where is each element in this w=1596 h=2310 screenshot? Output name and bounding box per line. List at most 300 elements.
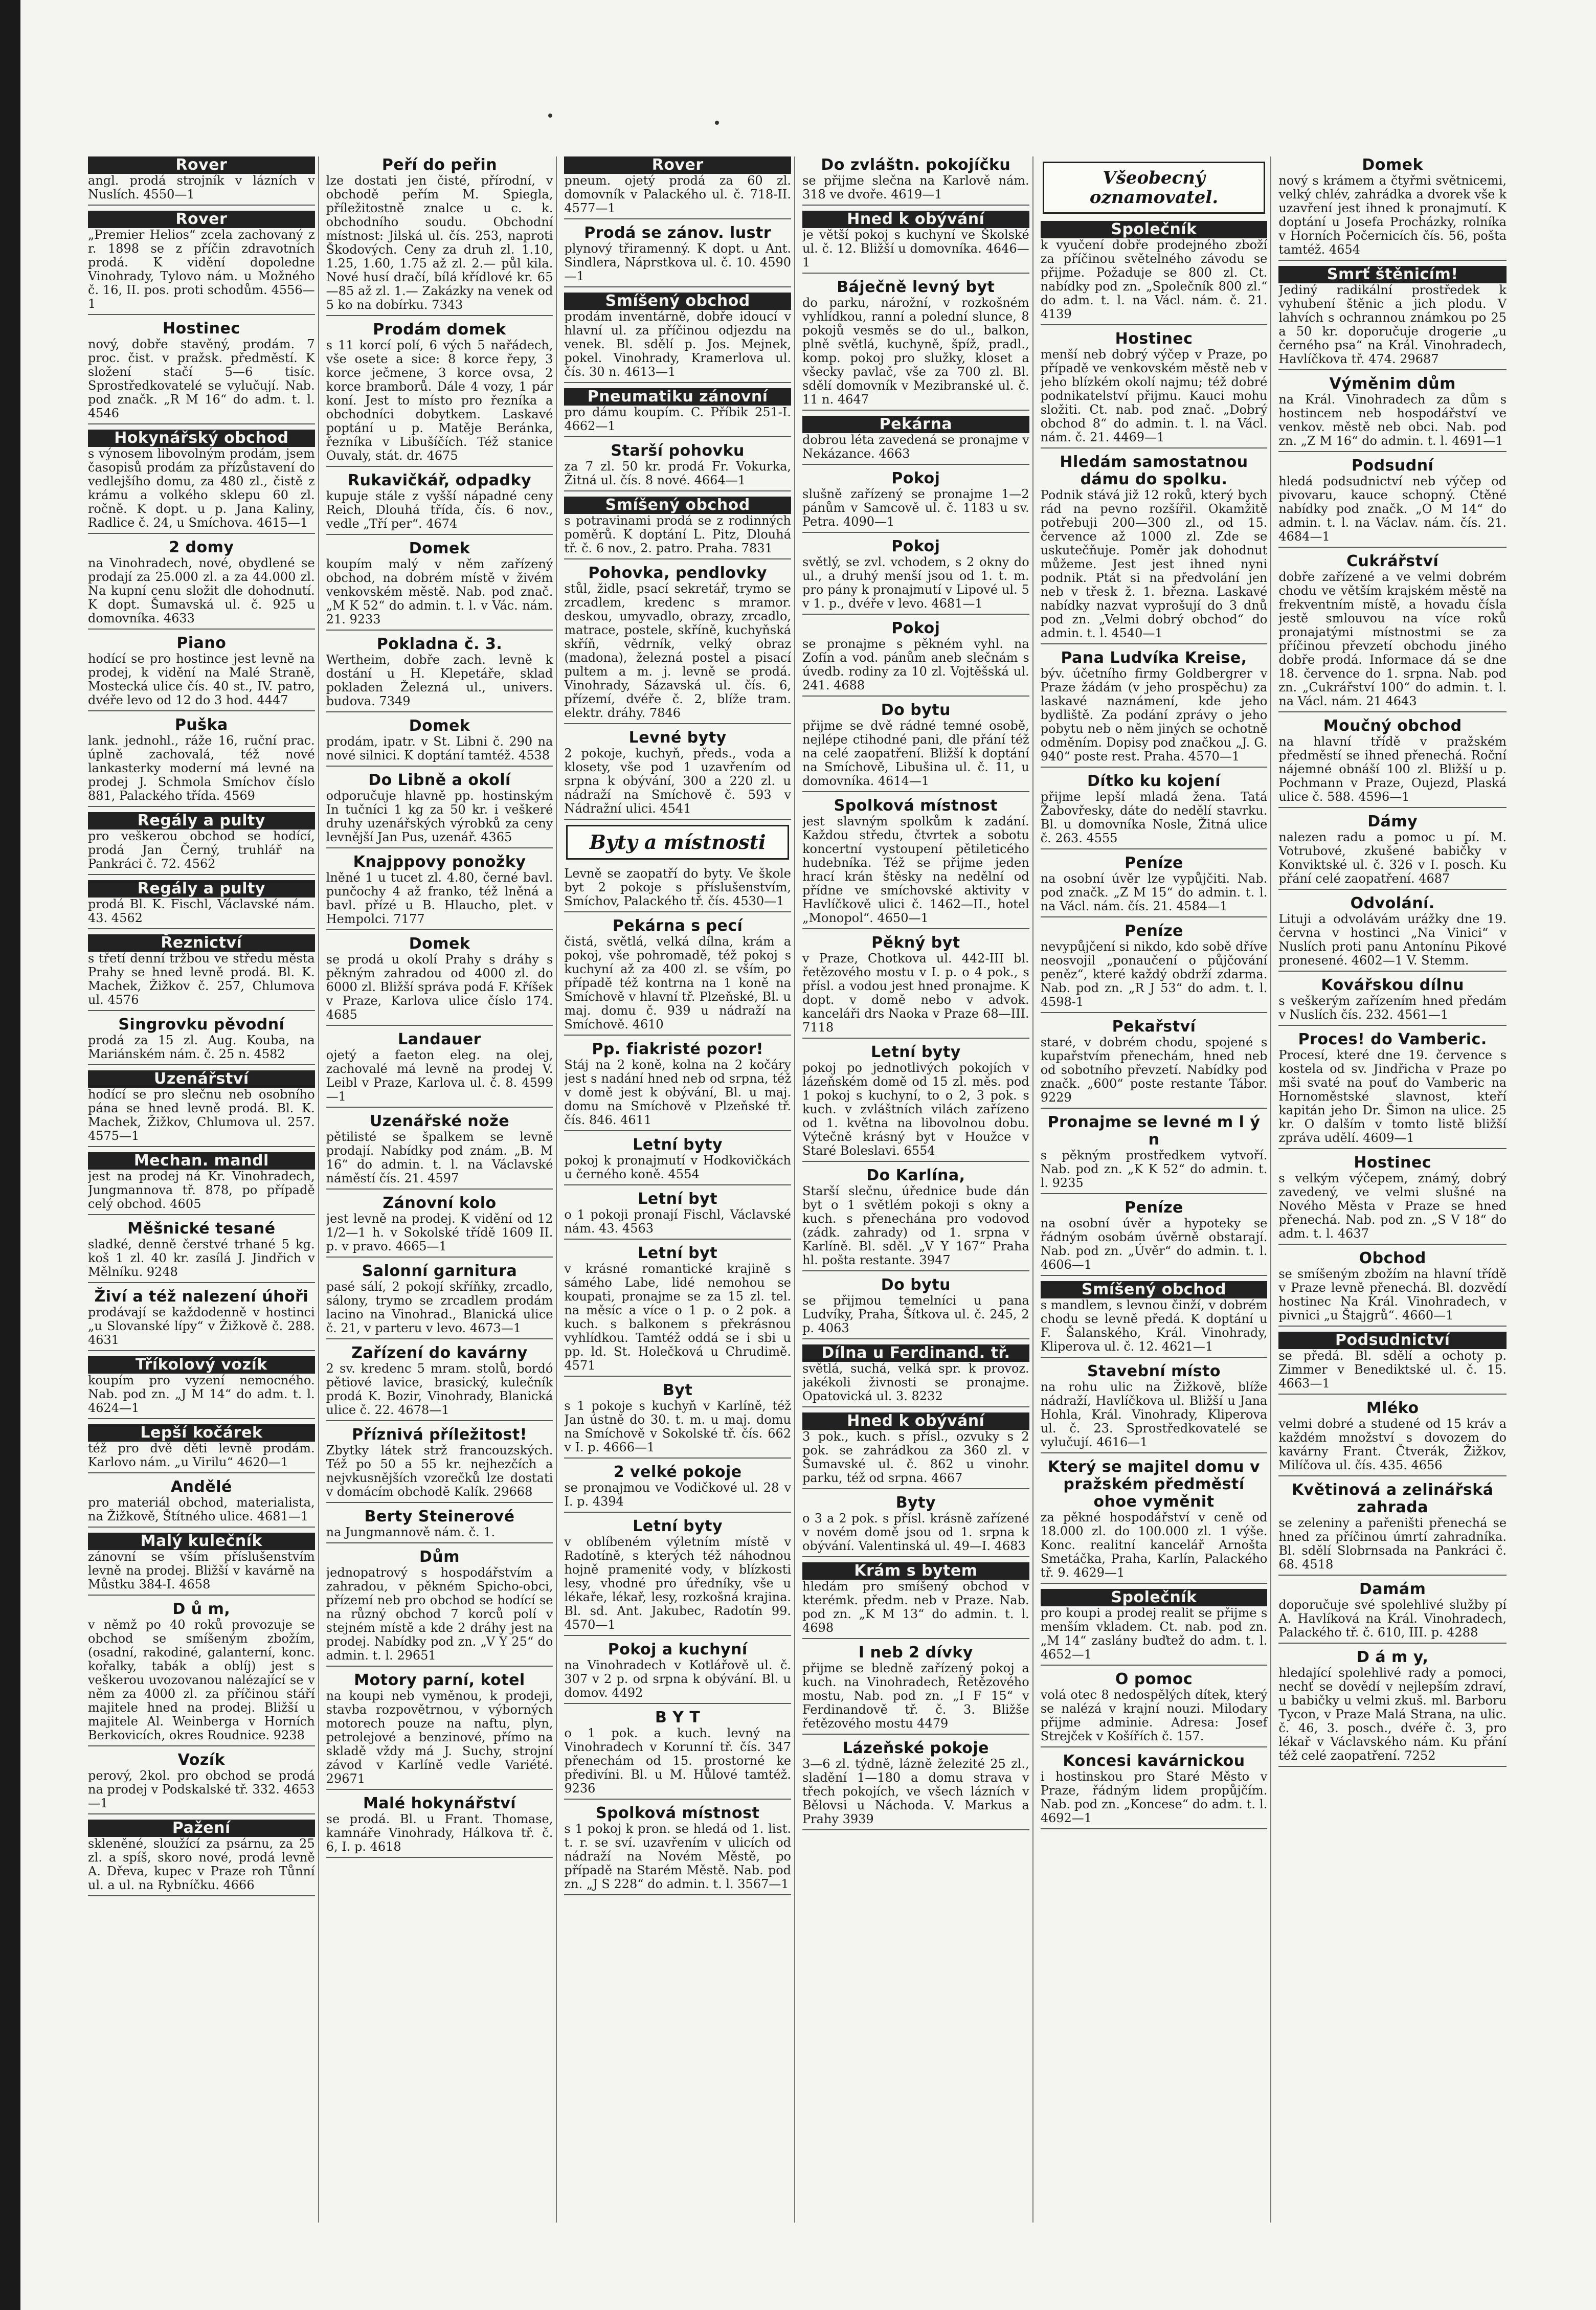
print-speck <box>715 121 719 125</box>
classified-ad <box>1278 1031 1507 1149</box>
ad-divider <box>1041 767 1268 768</box>
classified-ad <box>88 1016 315 1065</box>
classified-ad <box>564 1641 791 1704</box>
ad-title: Do Karlína, <box>866 1167 965 1184</box>
ad-body: Podnik stává již 12 roků, který bych rád na pevno rozšířil. Okamžitě potřebuji 200—300 zl., od 15. července až 1000 zl. Zde se uskutečňuje. Poměr jak dohodnut můžeme. Jest jest ihned nyni podnik. Ptát si na předvolání jen neb v třesk ž. 1. března. Laskavé nabídky nazvat vyprošují do 3 dnů pod zn. „Velmi dobrý obchod“ do admin. t. l. 4540—1 <box>1040 488 1268 640</box>
ad-title: Obchod <box>1359 1249 1426 1267</box>
ad-title: Hned k obývání <box>802 1412 1029 1430</box>
ad-divider <box>802 205 1029 206</box>
ad-divider <box>564 1376 791 1377</box>
ad-body: v němž po 40 roků provozuje se obchod se smíšeným zbožím, (osadní, rakodiné, galanterní, konc. kořalky, tabák a oblíj) jest s veškerou uvozovanou nalézající se v něm za 4000 zl. za příčinou stáří majitele hned na prodej. Bližší u majitele Al. Weinberga v Horních Berkovicích, okres Roudnice. 9238 <box>88 1618 315 1742</box>
ad-title: Pneumatiku zánovní <box>564 388 791 406</box>
ad-body: prodá Bl. K. Fischl, Václavské nám. 43. 4562 <box>88 897 315 925</box>
classified-ad <box>326 1672 553 1790</box>
classified-ad <box>88 1152 315 1215</box>
classified-ad <box>564 388 791 437</box>
classified-ad <box>564 917 791 1036</box>
ad-divider <box>1278 260 1507 261</box>
classified-ad <box>1278 1400 1507 1476</box>
ad-title: Stavební místo <box>1087 1362 1221 1380</box>
classified-ad <box>88 934 315 1011</box>
ad-body: se pronajmou ve Vodičkové ul. 28 v I. p. 4394 <box>564 1481 792 1509</box>
ad-body: s třetí denní tržbou ve středu města Prahy se hned levně prodá. Bl. K. Machek, Žižkov č. 257, Chlumova ul. 4576 <box>88 951 315 1007</box>
classified-ad <box>802 211 1029 274</box>
ad-divider <box>564 723 791 724</box>
ad-body: nový s krámem a čtyřmi světnicemi, velký chlév, zahrádka a dvorek vše k uzavření jest ihned k pronajmutí. K doptání u Josefa Procházky, rolníka v Horních Počernicích čís. 56, pošta tamtéž. 4654 <box>1278 173 1507 257</box>
classified-ad <box>1041 221 1268 325</box>
ad-divider <box>1278 1475 1507 1476</box>
ad-body: prodá za 15 zl. Aug. Kouba, na Mariánském nám. č. 25 n. 4582 <box>88 1033 315 1061</box>
classified-ad <box>802 156 1029 206</box>
ad-divider <box>88 1064 315 1065</box>
section-heading-vseobecny: Všeobecný oznamovatel. <box>1043 162 1266 214</box>
classified-ad <box>564 1464 791 1513</box>
ad-title: Pronajme se levné m l ý n <box>1047 1113 1261 1149</box>
ad-body: „Premier Helios“ zcela zachovaný z r. 1898 se z příčin zdravotních prodá. K vidění dopoledne Vinohrady, Tylovo nám. u Možného č. 16, II. pos. proti schodům. 4556—1 <box>88 228 315 311</box>
ad-divider <box>88 314 315 315</box>
ad-body: hodící se pro hostince jest levně na prodej, k vidění na Malé Straně, Mostecká ulice čís. 40 st., IV. patro, dvéře levo od 12 do 3 hod. 4447 <box>88 652 315 707</box>
ad-body: pokoj po jednotlivých pokojích v lázeňském domě od 15 zl. měs. pod 1 pokoj s kuchyní, to o 2, 3 pok. s kuch. v zvláštních vilách zařízeno od 1. května na libovolnou dobu. Výtečně krásný byt v Houžce v Staré Boleslavi. 6554 <box>802 1061 1029 1158</box>
classified-ad <box>88 1070 315 1147</box>
classified-ad <box>1041 1363 1268 1453</box>
ad-title: Domek <box>409 540 470 557</box>
ad-title: Spolková místnost <box>834 797 998 815</box>
ad-divider <box>88 1146 315 1147</box>
ad-divider <box>326 630 553 631</box>
classified-ad <box>802 702 1029 792</box>
ad-divider <box>1278 1575 1507 1576</box>
section-heading-byty: Byty a místnosti <box>566 825 789 860</box>
ad-title: I neb 2 dívky <box>858 1644 973 1662</box>
ad-title: Piano <box>176 634 227 652</box>
ad-title: Výměnim dům <box>1329 375 1456 393</box>
ad-divider <box>1278 971 1507 972</box>
ad-title: Byty <box>895 1494 936 1512</box>
classified-ad <box>1041 330 1268 448</box>
ad-title: Společník <box>1041 1589 1268 1606</box>
ad-body: přijme se bledně zařízený pokoj a kuch. na Vinohradech, Řetězového mostu, Nab. pod zn. „I F 15“ v Ferdinandově tř. č. 3. Bližše řetězového mostu 4479 <box>802 1661 1029 1731</box>
classified-ad <box>802 1740 1029 1830</box>
ad-title: Uzenářské nože <box>369 1112 510 1130</box>
ad-divider <box>1278 1643 1507 1644</box>
classified-ad <box>88 1220 315 1283</box>
column-2 <box>326 156 557 2223</box>
classified-ad <box>1278 266 1507 370</box>
ad-body: dobře zařízené a ve velmi dobrém chodu ve větším krajském městě na frekventním místě, a hovadu čísla jestě smlouvou na více roků pronajatými místnostmi se za příčinou převzetí obchodu jiného dobře prodá. Informace dá se dne 18. července do 1. srpna. Nab. pod zn. „Cukrářství 100“ do admin. t. l. na Václ. nám. 21 4643 <box>1278 570 1507 708</box>
ad-divider <box>326 929 553 930</box>
classified-ad <box>326 321 553 467</box>
classified-ad <box>802 279 1029 411</box>
ad-body: Stáj na 2 koně, kolna na 2 kočáry jest s nadání hned neb od srpna, též v domě jest k obývání, Bl. u maj. domu na Smíchově v Plzeňské tř. čís. 846. 4611 <box>564 1058 792 1127</box>
ad-title: Rukavičkář, odpadky <box>348 472 531 489</box>
classified-ad <box>1278 375 1507 452</box>
ad-title: Dítko ku kojení <box>1087 772 1221 790</box>
ad-body: s velkým výčepem, známý, dobrý zavedený, ve velmi slušné na Nového Města v Praze se hned přenechá. Nab. pod zn. „S V 18“ do adm. t. l. 4637 <box>1278 1171 1507 1241</box>
classified-ad <box>564 442 791 491</box>
ad-body: za 7 zl. 50 kr. prodá Fr. Vokurka, Žitná ul. čís. 8 nové. 4664—1 <box>564 459 792 487</box>
ad-title: Příznivá příležitost! <box>352 1426 527 1444</box>
ad-divider <box>1041 916 1268 917</box>
ad-body: o 3 a 2 pok. s přísl. krásně zařízené v novém domě jsou od 1. srpna k obývání. Valentinská ul. 49—I. 4683 <box>802 1511 1029 1553</box>
classified-ad <box>802 1167 1029 1271</box>
classified-ad <box>1278 813 1507 890</box>
ad-title: Knajppovy ponožky <box>353 853 526 871</box>
ad-title: O pomoc <box>1115 1670 1193 1688</box>
ad-title: Malé hokynářství <box>363 1795 516 1812</box>
ad-title: Zařízení do kavárny <box>351 1344 528 1362</box>
classified-ad <box>564 225 791 287</box>
ad-body: pasé sálí, 2 pokojí skříňky, zrcadlo, sálony, trymo se zrcadlem prodám lacino na Vinohrad., Blanická ulice č. 21, v parteru v levo. 4673—1 <box>326 1280 553 1335</box>
ad-divider <box>564 382 791 383</box>
ad-body: býv. účetního firmy Goldbergrer v Praze žádám (v jeho prospěchu) za laskavé naznámení, kde jeho bydliště. Za podání zprávy o jeho pobytu neb o něm jiných se ochotně odměním. Dopisy pod značkou „J. G. 940“ poste rest. Praha. 4570—1 <box>1040 666 1268 764</box>
ad-body: skleněné, sloužící za psárnu, za 25 zl. a spíš, skoro nové, prodá levně A. Dřeva, kupec v Praze roh Tůnní ul. a ul. na Rybníčku. 4666 <box>88 1836 315 1892</box>
ad-divider <box>326 766 553 767</box>
ad-divider <box>1041 1583 1268 1584</box>
ad-divider <box>88 1595 315 1596</box>
ad-title: Společník <box>1041 221 1268 238</box>
ad-divider <box>802 791 1029 792</box>
classified-ad <box>802 1044 1029 1162</box>
classified-ad <box>88 1752 315 1814</box>
ad-body: pro koupi a prodej realit se přijme s menším vkladem. Ct. nab. pod zn. „M 14“ zaslány buďtež do adm. t. l. 4652—1 <box>1040 1606 1268 1662</box>
ad-divider <box>564 490 791 491</box>
print-speck <box>548 114 552 118</box>
ad-title: 2 velké pokoje <box>613 1463 742 1481</box>
ad-divider <box>1278 1394 1507 1395</box>
classified-ad <box>1278 977 1507 1026</box>
ad-divider <box>564 1239 791 1240</box>
ad-divider <box>802 464 1029 465</box>
ad-divider <box>88 710 315 711</box>
ad-body: Jediný radikální prostředek k vyhubení štěnic a jich plodu. V lahvích s ochrannou známkou po 25 a 50 kr. doporučuje drogerie „u černého psa“ na Král. Vinohradech, Havlíčkova tř. 474. 29687 <box>1278 283 1507 366</box>
classified-ad <box>564 293 791 383</box>
ad-title: Domek <box>1362 156 1423 174</box>
ad-title: Byt <box>663 1381 693 1399</box>
ad-title: Do Libně a okolí <box>368 771 511 789</box>
ad-divider <box>802 1638 1029 1639</box>
ad-divider <box>1041 1746 1268 1747</box>
ad-body: jest levně na prodej. K vidění od 12 1/2—1 h. v Sokolské třídě 1609 II. p. v pravo. 4665—1 <box>326 1212 553 1253</box>
classified-ad <box>326 540 553 631</box>
ad-divider <box>1041 1012 1268 1013</box>
classified-ad <box>802 620 1029 697</box>
ad-divider <box>1278 889 1507 890</box>
classified-ad <box>564 1136 791 1185</box>
classified-ad <box>88 880 315 929</box>
classified-ad <box>88 211 315 315</box>
ad-divider <box>1041 1357 1268 1358</box>
ad-body: prodám inventárně, dobře idoucí v hlavní ul. za příčinou odjezdu na venek. Bl. sdělí p. Jos. Mejnek, pokel. Vinohrady, Kramerlova ul. čís. 30 n. 4613—1 <box>564 309 792 379</box>
ad-body: je větší pokoj s kuchyní ve Školské ul. č. 12. Bližší u domovníka. 4646—1 <box>802 228 1029 270</box>
ad-body: 2 pokoje, kuchyň, předs., voda a klosety, vše pod 1 uzavřením od srpna k obývání, 300 a 220 zl. u nádraží na Smíchově č. 593 v Nádražní ulici. 4541 <box>564 746 792 816</box>
classified-ad <box>1041 454 1268 644</box>
ad-body: i hostinskou pro Staré Město v Praze, řádným lidem propůjčím. Nab. pod zn. „Koncese“ do adm. t. l. 4692—1 <box>1040 1769 1268 1825</box>
ad-divider <box>564 1184 791 1185</box>
ad-body: na Vinohradech v Kotlářově ul. č. 307 v 2 p. od srpna k obývání. Bl. u domov. 4492 <box>564 1658 792 1700</box>
ad-title: Letní byt <box>638 1244 718 1262</box>
ad-body: na Vinohradech, nové, obydlené se prodají za 25.000 zl. a za 44.000 zl. Na kupní cenu složit dle dohodnutí. K dopt. Šumavská ul. č. 925 u domovníka. 4633 <box>88 556 315 625</box>
ad-body: o 1 pokoji pronají Fischl, Václavské nám. 43. 4563 <box>564 1207 792 1236</box>
ad-divider <box>326 1666 553 1667</box>
ad-divider <box>802 928 1029 929</box>
ad-body: přijme lepší mladá žena. Tatá Žabovřesky, dáte do nedělí stavrku. Bl. u domovníka Nosle, Žitná ulice č. 263. 4555 <box>1040 790 1268 845</box>
ad-title: Domek <box>409 717 470 735</box>
ad-divider <box>326 1188 553 1190</box>
ad-title: Smíšený obchod <box>564 497 791 514</box>
ad-divider <box>564 911 791 912</box>
classified-ad <box>1278 895 1507 972</box>
ad-divider <box>564 1894 791 1895</box>
ad-divider <box>564 1035 791 1036</box>
ad-body: se smíšeným zbožím na hlavní třídě v Praze levně přenechá. Bl. dozvědí hostinec Na Král. Vinohradech, v pivnici „u Štajgrů“. 4660—1 <box>1278 1267 1507 1322</box>
classified-ad <box>88 1478 315 1528</box>
ad-title: Hostinec <box>162 320 240 338</box>
ad-divider <box>802 410 1029 411</box>
ad-title: Motory parní, kotel <box>354 1671 525 1689</box>
ad-body: 3—6 zl. týdně, lázně železité 25 zl., sladění 1—180 a domu strava v třech pokojích, ve všech lázních v Bělovsi u Náchoda. V. Markus a Prahy 3939 <box>802 1757 1029 1826</box>
classified-ad <box>1278 717 1507 808</box>
classified-ad <box>88 539 315 630</box>
ad-body: se pronajme s pěkném vyhl. na Zofín a vod. pánům aneb slečnám s úvedb. rodiny za 10 zl. Vojtěšská ul. 241. 4688 <box>802 637 1029 692</box>
ad-body: prodávají se každodenně v hostinci „u Slovanské lípy“ v Žižkově č. 288. 4631 <box>88 1305 315 1347</box>
ad-divider <box>326 466 553 467</box>
ad-title: Dům <box>419 1548 460 1566</box>
ad-body: s 1 pokoj k pron. se hledá od 1. list. t. r. se sví. uzavřením v ulicích od nádraží na Novém Městě, po případě na Starém Městě. Nab. pod zn. „J S 228“ do admin. t. l. 3567—1 <box>564 1822 792 1891</box>
classified-ad <box>1278 1649 1507 1767</box>
classified-ad <box>802 470 1029 533</box>
ad-body: do parku, nárožní, v rozkošném vyhlídkou, ranní a polední slunce, 8 pokojů vesměs se do ul., balkon, plně světlá, kuchyně, špíž, pradl., komp. pokoj pro služky, kloset a všecky pavlač, vše za 700 zl. Bl. sdělí domovník v Mezibranské ul. č. 11 n. 4647 <box>802 296 1029 407</box>
ad-body: odporučuje hlavně pp. hostinským In tučníci 1 kg za 50 kr. i veškeré druhy uzenářských výrobků za ceny levnější Jan Pus, uzenář. 4365 <box>326 789 553 844</box>
ad-title: Dílna u Ferdinand. tř. <box>802 1344 1029 1362</box>
ad-divider <box>564 1512 791 1513</box>
classified-ad <box>326 772 553 848</box>
ad-body: s potravinami prodá se z rodinných poměrů. K doptání L. Pitz, Dlouhá tř. č. 6 nov., 2. patro. Praha. 7831 <box>564 513 792 555</box>
classified-ad <box>88 1288 315 1351</box>
ad-divider <box>802 1038 1029 1039</box>
ad-body: doporučuje své spolehlivé služby pí A. Havlíková na Král. Vinohradech, Palackého tř. č. 610, III. p. 4288 <box>1278 1598 1507 1640</box>
ad-divider <box>326 534 553 535</box>
ad-body: slušně zařízený se pronajme 1—2 pánům v Samcově ul. č. 1183 u sv. Petra. 4090—1 <box>802 487 1029 529</box>
ad-title: Levné byty <box>628 729 727 747</box>
ad-divider <box>564 558 791 559</box>
ad-title: Podsudní <box>1351 457 1434 475</box>
ad-body: s 11 korcí polí, 6 vých 5 nařádech, vše osete a sice: 8 korce řepy, 3 korce ječmene, 3 korce ovsa, 2 korce bramborů. Dále 4 vozy, 1 pár koní. Jest to místo pro řezníka a obchodníci dobytkem. Laskavé poptání u p. Matěje Beránka, řezníka v Libušíčích. Též stanice Ouvaly, stát. dr. 4675 <box>326 338 553 463</box>
ad-body: o 1 pok. a kuch. levný na Vinohradech v Korunní tř. čís. 347 přenechám od 15. prostorné ke předivíni. Bl. u M. Hůlové tamtéž. 9236 <box>564 1726 792 1796</box>
ad-title: Pohovka, pendlovky <box>588 564 768 582</box>
ad-body: menší neb dobrý výčep v Praze, po případě ve venkovském městě neb v jeho blízkém okolí najmu; též dobré podnikatelství přijmu. Kauci mohu složiti. Ct. nab. pod znač. „Dobrý obchod 8“ do admin. t. l. na Václ. nám. č. 21. 4469—1 <box>1040 347 1268 444</box>
ad-body: se přijme slečna na Karlově nám. 318 ve dvoře. 4619—1 <box>802 173 1029 201</box>
ad-divider <box>802 1406 1029 1407</box>
ad-body: Wertheim, dobře zach. levně k dostání u H. Klepetáře, sklad pokladen Železná ul., univers. budova. 7349 <box>326 653 553 708</box>
ad-title: Měšnické tesané <box>127 1220 276 1238</box>
ad-body: zánovní se vším příslušenstvím levně na prodej. Bližší v kavárně na Můstku 384-I. 4658 <box>88 1550 315 1591</box>
ad-divider <box>802 1556 1029 1557</box>
classified-ad <box>1041 773 1268 849</box>
ad-divider <box>326 1789 553 1790</box>
classified-ad <box>1041 923 1268 1013</box>
classified-ad <box>1041 1199 1268 1276</box>
ad-body: Starší slečnu, úřednice bude dán byt o 1 světlém pokoji s okny a kuch. s přenechána pro vodovod (zádk. zahrady) od 1. srpna v Karlíně. Bl. sděl. „V Y 167“ Praha hl. pošta restante. 3947 <box>802 1184 1029 1267</box>
classified-ad <box>1041 1281 1268 1358</box>
ad-title: Rover <box>88 211 315 228</box>
ad-body: s pěkným prostředkem vytvoří. Nab. pod zn. „K K 52“ do admin. t. l. 9235 <box>1040 1148 1268 1190</box>
classified-ad <box>88 716 315 807</box>
ad-title: Peníze <box>1125 922 1183 940</box>
classified-ad <box>326 1508 553 1543</box>
classified-ad <box>326 156 553 316</box>
ad-title: Prodá se zánov. lustr <box>584 224 772 242</box>
classified-ad <box>1041 855 1268 917</box>
ad-title: Hokynářský obchod <box>88 430 315 447</box>
classified-ad <box>1278 1154 1507 1245</box>
ad-title: Pekárna s pecí <box>612 917 743 935</box>
ad-body: Levně se zaopatří do byty. Ve škole byt 2 pokoje s příslušenstvím, Smíchov, Palackého tř. čís. 4530—1 <box>564 866 792 908</box>
ad-divider <box>326 1257 553 1258</box>
classified-ad <box>88 812 315 875</box>
ad-divider <box>564 1799 791 1800</box>
classified-ad <box>564 1041 791 1131</box>
ad-title: Smrť štěnicím! <box>1278 266 1507 283</box>
ad-divider <box>326 315 553 316</box>
ad-title: Pokladna č. 3. <box>376 635 503 653</box>
ad-title: Hostinec <box>1115 330 1193 348</box>
ad-body: se přijmou temelníci u pana Ludvíky, Praha, Šítkova ul. č. 245, 2 p. 4063 <box>802 1293 1029 1335</box>
ad-title: Starší pohovku <box>611 442 745 460</box>
ad-body: staré, v dobrém chodu, spojené s kupařstvím přenechám, hned neb od sobotního převzetí. Nabídky pod značk. „600“ poste restante Tábor. 9229 <box>1040 1035 1268 1105</box>
ad-body: hledá podsudnictví neb výčep od pivovaru, kauce schopný. Ctěné nabídky pod značk. „O M 14“ do admin. t. l. na Václav. nám. čís. 21. 4684—1 <box>1278 474 1507 544</box>
ad-body: v krásné romantické krajině s sámého Labe, lidé nemohou se koupati, pronajme se za 15 zl. tel. na měsíc a více o 1 p. o 2 pok. a kuch. s balkonem s překrásnou vyhlídkou. Tamtéž oddá se i sbi u pp. ld. St. Holečková u Chrudimě. 4571 <box>564 1262 792 1373</box>
ad-title: Do bytu <box>881 1276 951 1294</box>
ad-title: Pokoj a kuchyní <box>608 1641 748 1658</box>
ad-body: na rohu ulic na Žižkově, blíže nádraží, Havlíčkova ul. Bližší u Jana Hohla, Král. Vinohrady, Kliperova ul. č. 23. Sprostředkovatelé se vylučují. 4616—1 <box>1040 1380 1268 1449</box>
ad-divider <box>564 286 791 287</box>
ad-divider <box>802 1338 1029 1339</box>
ad-title: Prodám domek <box>373 321 506 339</box>
ad-title: Zánovní kolo <box>383 1194 497 1212</box>
ad-body: na Král. Vinohradech za dům s hostincem neb hospodářství ve venkov. městě neb obci. Nab. pod zn. „Z M 16“ do admin. t. l. 4691—1 <box>1278 392 1507 448</box>
ad-title: Pana Ludvíka Kreise, <box>1061 649 1247 667</box>
classified-ad <box>564 1709 791 1800</box>
ad-body: lze dostati jen čisté, přírodní, v obchodě peřím M. Spiegla, příležitostně znalce u c. k. obchodního soudu. Obchodní místnost: Jilská ul. čís. 253, naproti Škodových. Ceny za druh zl. 1.10, 1.25, 1.60, 1.75 až zl. 2.— půl kila. Nové husí dračí, bílá křídlové kr. 65—85 až zl. 1.— Zakázky na venek od 5 ko na dobírku. 7343 <box>326 173 553 312</box>
ad-title: Proces! do Vamberic. <box>1298 1030 1487 1048</box>
classified-ad <box>326 472 553 535</box>
ad-body: nevypůjčení si nikdo, kdo sobě dříve neosvojil „ponaučení o půjčování peněz“, které každý obdrží zdarma. Nab. pod zn. „R J 53“ do adm. t. l. 4598-1 <box>1040 939 1268 1009</box>
ad-divider <box>326 1025 553 1026</box>
ad-body: ojetý a faeton eleg. na olej, zachovalé má levně na prodej V. Leibl v Praze, Karlova ul. č. 8. 4599—1 <box>326 1048 553 1104</box>
classified-ad <box>802 416 1029 465</box>
ad-title: Tříkolový vozík <box>88 1356 315 1374</box>
ad-divider <box>1041 643 1268 644</box>
ad-body: pětilisté se špalkem se levně prodají. Nabídky pod znám. „B. M 16“ do admin. t. l. na Václavské náměstí čís. 21. 4597 <box>326 1130 553 1185</box>
ad-divider <box>88 1418 315 1419</box>
classified-ad <box>564 867 791 912</box>
classified-ad <box>802 934 1029 1039</box>
ad-divider <box>802 1161 1029 1162</box>
ad-divider <box>802 1734 1029 1735</box>
ad-divider <box>1278 711 1507 712</box>
classified-ad <box>564 1805 791 1895</box>
ad-title: Dámy <box>1367 813 1418 831</box>
classified-ad <box>326 854 553 930</box>
ad-body: na koupi neb vyměnou, k prodeji, stavba rozpovětrnou, v výborných motorech pouze na naftu, plyn, petrolejové a benzinové, přímo na skladě vždy má J. Suchy, strojní závod v Karlíně vedle Variété. 29671 <box>326 1689 553 1786</box>
ad-title: Berty Steinerové <box>364 1508 515 1526</box>
ad-divider <box>88 205 315 206</box>
ad-body: na osobní úvěr a hypoteky se řádným osobám úvěrně obstarají. Nab. pod zn. „Úvěr“ do admin. t. l. 4606—1 <box>1040 1216 1268 1272</box>
ad-title: Peníze <box>1125 854 1183 872</box>
ad-divider <box>326 1542 553 1543</box>
ad-divider <box>88 1745 315 1746</box>
ad-body: k vyučení dobře prodejného zboží za příčinou světelného závodu se přijme. Požaduje se 800 zl. Ct. nabídky pod zn. „Společník 800 zl.“ do adm. t. l. na Václ. nám. č. 21. 4139 <box>1040 238 1268 321</box>
ad-divider <box>88 423 315 424</box>
classified-ad <box>1041 1753 1268 1829</box>
classified-ad <box>88 1533 315 1596</box>
ad-title: D ů m, <box>172 1600 231 1618</box>
classified-ad <box>564 565 791 724</box>
ad-body: nový, dobře stavěný, prodám. 7 proc. čist. v pražsk. předměstí. K složení stačí 5—6 tisíc. Sprostředkovatelé se vylučují. Nab. pod značk. „R M 16“ do adm. t. l. 4546 <box>88 337 315 420</box>
ad-title: Podsudnictví <box>1278 1332 1507 1349</box>
ad-title: Živí a též nalezení úhoři <box>94 1288 309 1306</box>
ad-divider <box>88 533 315 534</box>
classified-ad <box>326 1031 553 1108</box>
ad-title: Cukrářství <box>1346 552 1439 570</box>
classified-ad <box>1278 1581 1507 1644</box>
ad-divider <box>326 847 553 848</box>
ad-body: sladké, denně čerstvé trhané 5 kg. koš 1 zl. 40 kr. zasílá J. Jindřich v Mělníku. 9248 <box>88 1237 315 1279</box>
ad-title: Spolková místnost <box>595 1804 760 1822</box>
ad-body: na Jungmannově nám. č. 1. <box>326 1525 496 1539</box>
ad-body: Lituji a odvolávám urážky dne 19. června v hostinci „Na Vinici“ v Nuslích proti panu Antonínu Pikové pronesené. 4602—1 V. Stemm. <box>1278 912 1507 968</box>
ad-divider <box>564 218 791 219</box>
ad-body: Zbytky látek strž francouzských. Též po 50 a 55 kr. nejhezčích a nejvkusnějších vzorečků lze dostati v domácím obchodě Kalík. 29668 <box>326 1443 553 1499</box>
ad-body: jednopatrový s hospodářstvím a zahradou, v pěkném Spicho-obci, přízemí neb pro obchod se hodící se na různý obchod 7 korců polí v stejném místě a kde 2 dráhy jest na prodej. Nabídky pod zn. „V Y 25“ do admin. t. l. 29651 <box>326 1565 553 1663</box>
ad-title: Krám s bytem <box>802 1562 1029 1580</box>
classified-ad <box>326 636 553 712</box>
ad-body: 3 pok., kuch. s přísl., ozvuky s 2 pok. se zahrádkou za 360 zl. v Šumavské ul. č. 862 u vinohr. parku, též od srpna. 4667 <box>802 1429 1029 1485</box>
ad-title: Uzenářství <box>88 1070 315 1088</box>
ad-divider <box>326 1502 553 1503</box>
ad-divider <box>802 1488 1029 1489</box>
ad-title: Mechan. mandl <box>88 1152 315 1170</box>
ad-title: Letní byty <box>633 1517 723 1535</box>
ad-divider <box>1278 451 1507 452</box>
ad-body: s mandlem, s levnou činží, v dobrém chodu se levně předá. K doptání u F. Šalanského, Král. Vinohrady, Kliperova ul. č. 12. 4621—1 <box>1040 1298 1268 1354</box>
classified-ad <box>1041 1671 1268 1747</box>
classified-ad <box>802 1276 1029 1339</box>
ad-divider <box>88 928 315 929</box>
column-3 <box>564 156 795 2223</box>
classified-ad <box>88 1820 315 1896</box>
ad-divider <box>326 1107 553 1108</box>
column-1 <box>88 156 319 2223</box>
ad-body: též pro dvě děti levně prodám. Karlovo nám. „u Virilu“ 4620—1 <box>88 1441 315 1469</box>
column-4 <box>802 156 1033 2223</box>
ad-divider <box>1041 1828 1268 1829</box>
ad-body: se zeleniny a pařeništi přenechá se hned za příčinou úmrtí zahradníka. Bl. sdělí Slobrnsada na Pankráci č. 68. 4518 <box>1278 1516 1507 1572</box>
ad-body: perový, 2kol. pro obchod se prodá na prodej v Podskalské tř. 332. 4653—1 <box>88 1768 315 1810</box>
ad-title: Do zvláštn. pokojíčku <box>821 156 1011 174</box>
ad-title: Koncesi kavárnickou <box>1063 1752 1245 1770</box>
ad-divider <box>1041 1193 1268 1194</box>
ad-body: za pěkné hospodářství v ceně od 18.000 zl. do 100.000 zl. 1 výše. Konc. realitní kancelář Arnošta Smetáčka, Praha, Karlín, Palackého tř. 9. 4629—1 <box>1040 1510 1268 1580</box>
ad-title: Damám <box>1359 1580 1426 1598</box>
ad-divider <box>564 819 791 820</box>
ad-divider <box>802 273 1029 274</box>
ad-divider <box>88 1214 315 1215</box>
classified-ad <box>326 1795 553 1858</box>
ad-divider <box>802 696 1029 697</box>
classified-ad <box>326 1549 553 1667</box>
classified-ad <box>802 538 1029 615</box>
